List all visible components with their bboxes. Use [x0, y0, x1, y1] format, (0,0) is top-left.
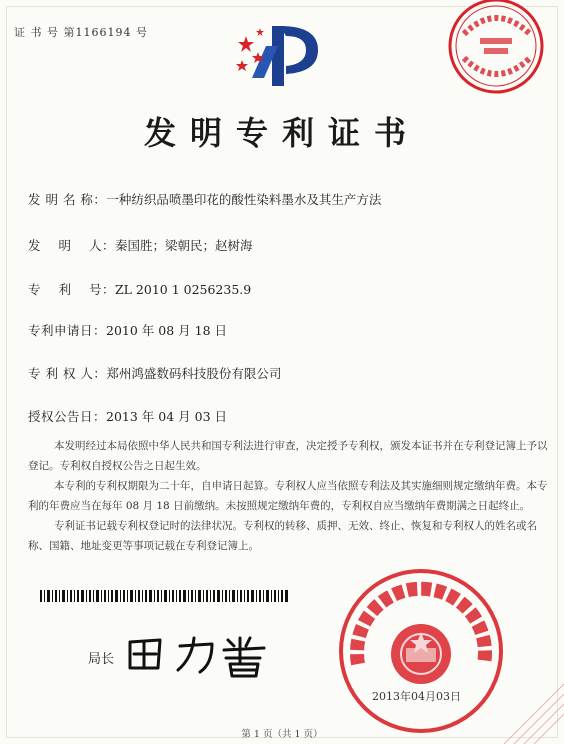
sipo-logo-icon — [232, 16, 332, 92]
corner-ornament-icon — [494, 674, 564, 744]
agency-stamp-icon — [444, 0, 548, 98]
field-patentee: 专 利 权 人：郑州鸿盛数码科技股份有限公司 — [28, 366, 282, 381]
certificate-body — [28, 436, 548, 556]
field-patent-number: 专 利 号：ZL 2010 1 0256235.9 — [28, 282, 252, 297]
signature-icon — [120, 628, 280, 680]
certificate-number: 证 书 号 第1166194 号 — [14, 26, 148, 39]
field-invention-name: 发 明 名 称：一种纺织品喷墨印花的酸性染料墨水及其生产方法 — [28, 192, 382, 207]
body-paragraph: 本专利的专利权期限为二十年，自申请日起算。专利权人应当依照专利法及其实施细则规定缴纳年费。本专利的年费应当在每年 08 月 18 日前缴纳。未按照规定缴纳年费的，专利权自应当缴纳年费期满之日起终止。 — [28, 480, 548, 512]
field-application-date: 专利申请日：2010 年 08 月 18 日 — [28, 323, 228, 338]
page-footer: 第 1 页（共 1 页） — [241, 729, 323, 740]
body-paragraph: 本发明经过本局依照中华人民共和国专利法进行审查，决定授予专利权，颁发本证书并在专利登记簿上予以登记。专利权自授权公告之日起生效。 — [28, 440, 548, 472]
page-title: 发明专利证书 — [143, 114, 420, 152]
field-grant-date: 授权公告日：2013 年 04 月 03 日 — [28, 409, 228, 424]
barcode-icon — [40, 590, 290, 602]
signature-label: 局长 — [88, 652, 115, 667]
official-seal-icon — [336, 566, 506, 736]
seal-date: 2013年04月03日 — [372, 690, 461, 703]
body-paragraph: 专利证书记载专利权登记时的法律状况。专利权的转移、质押、无效、终止、恢复和专利权人的姓名或名称、国籍、地址变更等事项记载在专利登记簿上。 — [28, 520, 537, 552]
field-inventor: 发 明 人：秦国胜；梁朝民；赵树海 — [28, 238, 253, 253]
